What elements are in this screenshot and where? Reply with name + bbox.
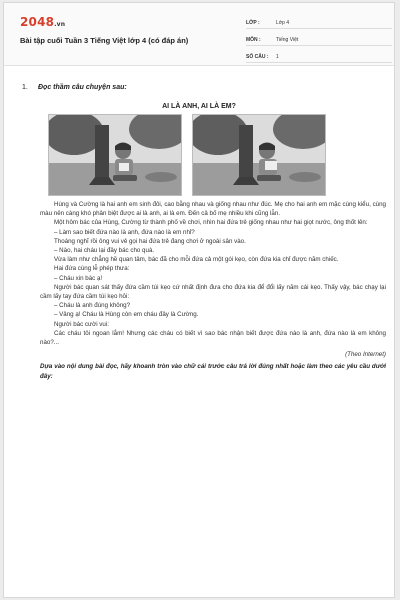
- story-illustration-right: [192, 114, 326, 196]
- story-paragraph: Vừa làm như chẳng hề quan tâm, bác đã cho mỗi đứa cả một gói kẹo, còn đứa kia chỉ được năm chiếc.: [54, 256, 339, 264]
- story-paragraph: Người bác cười vui:: [54, 320, 109, 328]
- logo-brand: 2048: [20, 15, 55, 29]
- story-paragraph: Thoáng nghĩ rồi ông vui vẻ gọi hai đứa trẻ đang chơi ở ngoài sân vào.: [54, 237, 246, 245]
- worksheet-page: [3, 2, 395, 598]
- meta-value: 1: [276, 54, 279, 60]
- story-paragraph: – Vâng ạ! Cháu là Hùng còn em cháu đây là Cường.: [54, 311, 199, 319]
- meta-row-count: [246, 49, 392, 63]
- story-paragraph: Người bác quan sát thấy đứa cầm túi kẹo cứ nhất định đưa cho đứa kia để đổi lấy năm cái kẹo. Thấy vậy, bác chạy lại cầm lấy tay đứa cầm túi kẹo hỏi:: [40, 283, 386, 301]
- story-paragraph: – Cháu xin bác ạ!: [54, 274, 103, 282]
- site-logo[interactable]: [20, 15, 65, 29]
- story-illustration-left: [48, 114, 182, 196]
- story-paragraph: – Nào, hai cháu lại đây bác cho quà.: [54, 247, 155, 255]
- meta-row-class: [246, 15, 392, 29]
- story-title: AI LÀ ANH, AI LÀ EM?: [162, 103, 236, 110]
- question-instruction: Dựa vào nội dung bài đọc, hãy khoanh tròn vào chữ cái trước câu trả lời đúng nhất hoặc làm theo các yêu cầu dưới đây:: [40, 363, 386, 380]
- document-title: Bài tập cuối Tuần 3 Tiếng Việt lớp 4 (có đáp án): [20, 36, 189, 45]
- meta-key: MÔN :: [246, 37, 261, 43]
- boy-reading-under-tree-illustration: [49, 115, 181, 195]
- worksheet-header: [4, 3, 394, 66]
- question-heading: [22, 84, 127, 91]
- story-paragraph: Hùng và Cường là hai anh em sinh đôi, cao bằng nhau và giống nhau như đúc. Mẹ cho hai anh em mặc cùng kiểu, cùng màu nên càng khó phân biệt được ai là anh, ai là em. Đến cả bố mẹ nhiều khi cũng lẫn.: [40, 201, 386, 218]
- meta-key: SỐ CÂU :: [246, 54, 269, 60]
- meta-value: Tiếng Việt: [276, 37, 299, 43]
- question-number: 1.: [22, 84, 28, 91]
- meta-key: LỚP :: [246, 20, 260, 26]
- meta-table: [246, 15, 392, 66]
- story-paragraph: Các cháu tôi ngoan lắm! Nhưng các cháu có biết vì sao bác nhận biết được đứa nào là anh, đứa nào là em không nào?...: [40, 329, 386, 347]
- story-paragraph: Hai đứa cùng lễ phép thưa:: [54, 265, 130, 273]
- meta-value: Lớp 4: [276, 20, 290, 26]
- story-paragraph: Một hôm bác của Hùng, Cường từ thành phố về chơi, nhìn hai đứa trẻ giống nhau như hai giọt nước, ông thốt lên:: [54, 219, 368, 227]
- story-text: [40, 200, 386, 381]
- story-paragraph: – Làm sao biết đứa nào là anh, đứa nào là em nhỉ?: [54, 228, 195, 236]
- story-paragraph: – Cháu là anh đúng không?: [54, 302, 131, 310]
- story-source: (Theo Internet): [345, 351, 386, 359]
- boy-reading-under-tree-illustration: [193, 115, 325, 195]
- meta-row-subject: [246, 32, 392, 46]
- question-prompt: Đọc thầm câu chuyện sau:: [38, 84, 127, 91]
- logo-suffix: .vn: [54, 21, 66, 28]
